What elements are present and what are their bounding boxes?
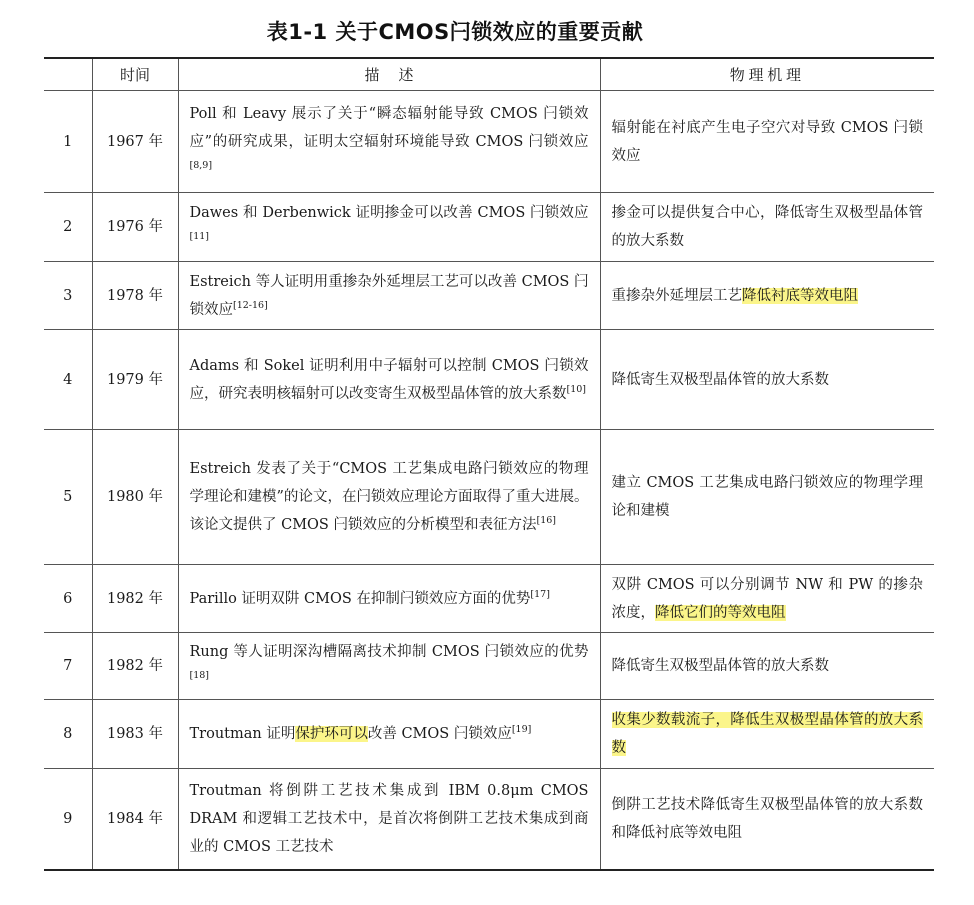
mechanism-text: 降低寄生双极型晶体管的放大系数 <box>611 658 829 674</box>
row-year: 1976 年 <box>92 193 178 262</box>
header-index <box>44 58 92 91</box>
table-row <box>44 700 934 769</box>
row-description <box>178 769 600 870</box>
citation: [18] <box>189 670 210 682</box>
citation: [10] <box>566 383 587 395</box>
row-description <box>178 633 600 700</box>
row-year: 1982 年 <box>92 565 178 633</box>
row-description <box>178 330 600 430</box>
row-description <box>178 565 600 633</box>
row-mechanism <box>600 565 934 633</box>
table-row <box>44 565 934 633</box>
row-year: 1984 年 <box>92 769 178 870</box>
row-description <box>178 430 600 565</box>
table-row <box>44 91 934 193</box>
row-description <box>178 91 600 193</box>
description-highlight: 保护环可以 <box>295 726 368 742</box>
description-text: Rung 等人证明深沟槽隔离技术抑制 CMOS 闩锁效应的优势 <box>189 644 589 660</box>
description-text: Adams 和 Sokel 证明利用中子辐射可以控制 CMOS 闩锁效应，研究表明核辐射可以改变寄生双极型晶体管的放大系数 <box>189 357 589 402</box>
mechanism-highlight: 降低它们的等效电阻 <box>655 604 786 621</box>
row-number: 1 <box>44 91 92 193</box>
description-text: 改善 CMOS 闩锁效应 <box>367 726 512 742</box>
citation: [8,9] <box>189 159 213 171</box>
description-text: Poll 和 Leavy 展示了关于“瞬态辐射能导致 CMOS 闩锁效应”的研究成果，证明太空辐射环境能导致 CMOS 闩锁效应 <box>189 105 589 150</box>
row-mechanism <box>600 262 934 330</box>
table-row <box>44 769 934 870</box>
header-description-label: 描 述 <box>364 65 414 84</box>
row-year: 1978 年 <box>92 262 178 330</box>
row-year: 1979 年 <box>92 330 178 430</box>
mechanism-text: 掺金可以提供复合中心，降低寄生双极型晶体管的放大系数 <box>611 205 923 249</box>
table-title: 表1-1 关于CMOS闩锁效应的重要贡献 <box>266 20 644 44</box>
row-mechanism <box>600 769 934 870</box>
row-mechanism <box>600 91 934 193</box>
row-year: 1983 年 <box>92 700 178 769</box>
header-description <box>178 58 600 91</box>
description-text: Dawes 和 Derbenwick 证明掺金可以改善 CMOS 闩锁效应 <box>189 205 589 221</box>
description-text: Troutman 将倒阱工艺技术集成到 IBM 0.8μm CMOS DRAM 和逻辑工艺技术中，是首次将倒阱工艺技术集成到商业的 CMOS 工艺技术 <box>189 782 589 855</box>
table-row <box>44 262 934 330</box>
citation: [11] <box>189 231 210 243</box>
mechanism-text: 辐射能在衬底产生电子空穴对导致 CMOS 闩锁效应 <box>611 119 923 164</box>
row-number: 2 <box>44 193 92 262</box>
row-mechanism <box>600 193 934 262</box>
header-mechanism <box>600 58 934 91</box>
citation: [16] <box>536 515 556 527</box>
row-year: 1980 年 <box>92 430 178 565</box>
table-row <box>44 193 934 262</box>
row-number: 4 <box>44 330 92 430</box>
row-number: 3 <box>44 262 92 330</box>
description-text: Estreich 发表了关于“CMOS 工艺集成电路闩锁效应的物理学理论和建模”的论文，在闩锁效应理论方面取得了重大进展。该论文提供了 CMOS 闩锁效应的分析模型和表征方法 <box>189 461 589 533</box>
header-mechanism-label: 物理机理 <box>729 65 805 84</box>
description-text: Estreich 等人证明用重掺杂外延埋层工艺可以改善 CMOS 闩锁效应 <box>189 273 589 318</box>
citation: [19] <box>511 724 532 736</box>
mechanism-text: 建立 CMOS 工艺集成电路闩锁效应的物理学理论和建模 <box>611 475 923 519</box>
description-text: Parillo 证明双阱 CMOS 在抑制闩锁效应方面的优势 <box>189 590 531 607</box>
row-year: 1967 年 <box>92 91 178 193</box>
citation: [12-16] <box>233 299 268 311</box>
table-row <box>44 430 934 565</box>
row-number: 8 <box>44 700 92 769</box>
mechanism-highlight: 收集少数载流子，降低生双极型晶体管的放大系数 <box>611 712 923 756</box>
row-mechanism <box>600 700 934 769</box>
row-description <box>178 700 600 769</box>
description-prefix: Troutman 证明 <box>189 726 296 742</box>
contributions-table <box>44 57 934 871</box>
row-description <box>178 193 600 262</box>
row-mechanism <box>600 633 934 700</box>
mechanism-text: 重掺杂外延埋层工艺 <box>611 287 742 304</box>
row-number: 7 <box>44 633 92 700</box>
table-row <box>44 633 934 700</box>
table-header-row <box>44 58 934 91</box>
row-description <box>178 262 600 330</box>
mechanism-text: 倒阱工艺技术降低寄生双极型晶体管的放大系数和降低衬底等效电阻 <box>611 796 923 841</box>
row-mechanism <box>600 330 934 430</box>
row-mechanism <box>600 430 934 565</box>
row-number: 9 <box>44 769 92 870</box>
row-number: 6 <box>44 565 92 633</box>
row-year: 1982 年 <box>92 633 178 700</box>
table-row <box>44 330 934 430</box>
header-time: 时间 <box>92 58 178 91</box>
row-number: 5 <box>44 430 92 565</box>
citation: [17] <box>530 588 550 600</box>
mechanism-text: 降低寄生双极型晶体管的放大系数 <box>611 371 829 388</box>
mechanism-highlight: 降低衬底等效电阻 <box>742 287 858 304</box>
mechanism-text: 双阱 CMOS 可以分别调节 NW 和 PW 的掺杂浓度， <box>611 576 923 621</box>
